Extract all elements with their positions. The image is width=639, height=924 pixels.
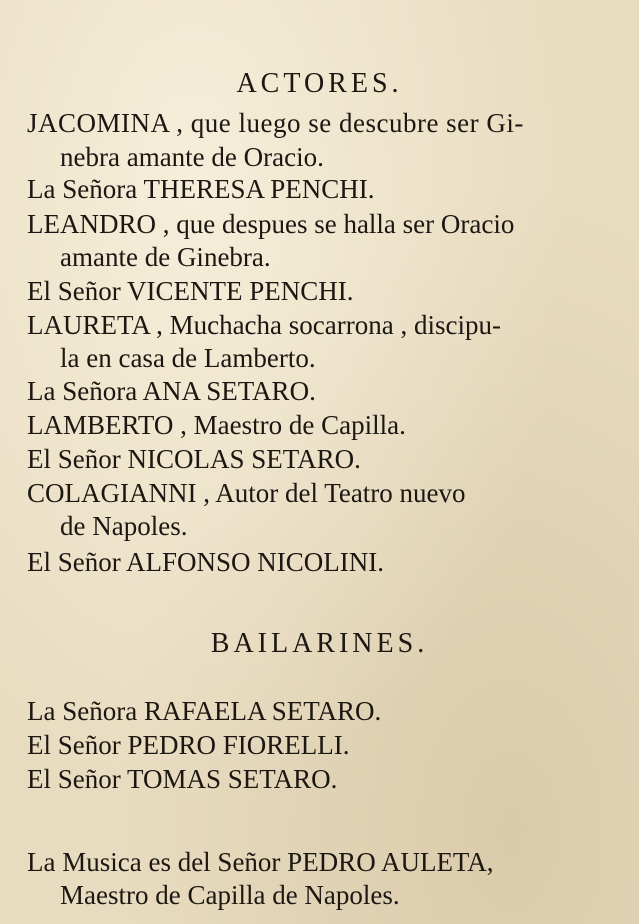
music-credit-line: Maestro de Capilla de Napoles. bbox=[60, 880, 400, 910]
cast-line: de Napoles. bbox=[60, 511, 188, 541]
dancer-line: El Señor PEDRO FIORELLI. bbox=[27, 730, 350, 760]
cast-line: amante de Ginebra. bbox=[60, 242, 271, 272]
cast-line: El Señor NICOLAS SETARO. bbox=[27, 444, 361, 474]
cast-line: JACOMINA , que luego se descubre ser Gi- bbox=[27, 108, 524, 138]
dancer-line: El Señor TOMAS SETARO. bbox=[27, 764, 338, 794]
music-credit-line: La Musica es del Señor PEDRO AULETA, bbox=[27, 847, 494, 877]
actores-heading: ACTORES. bbox=[236, 68, 403, 99]
cast-line: LEANDRO , que despues se halla ser Oracio bbox=[27, 209, 515, 239]
dancer-line: La Señora RAFAELA SETARO. bbox=[27, 696, 382, 726]
cast-line: LAURETA , Muchacha socarrona , discipu- bbox=[27, 310, 501, 340]
cast-line: LAMBERTO , Maestro de Capilla. bbox=[27, 410, 406, 440]
cast-line: la en casa de Lamberto. bbox=[60, 343, 316, 373]
cast-line: La Señora THERESA PENCHI. bbox=[27, 174, 375, 204]
cast-line: La Señora ANA SETARO. bbox=[27, 376, 316, 406]
cast-line: COLAGIANNI , Autor del Teatro nuevo bbox=[27, 478, 466, 508]
cast-line: El Señor ALFONSO NICOLINI. bbox=[27, 547, 384, 577]
cast-line: El Señor VICENTE PENCHI. bbox=[27, 276, 354, 306]
bailarines-heading: BAILARINES. bbox=[210, 628, 429, 659]
cast-line: nebra amante de Oracio. bbox=[60, 142, 324, 172]
